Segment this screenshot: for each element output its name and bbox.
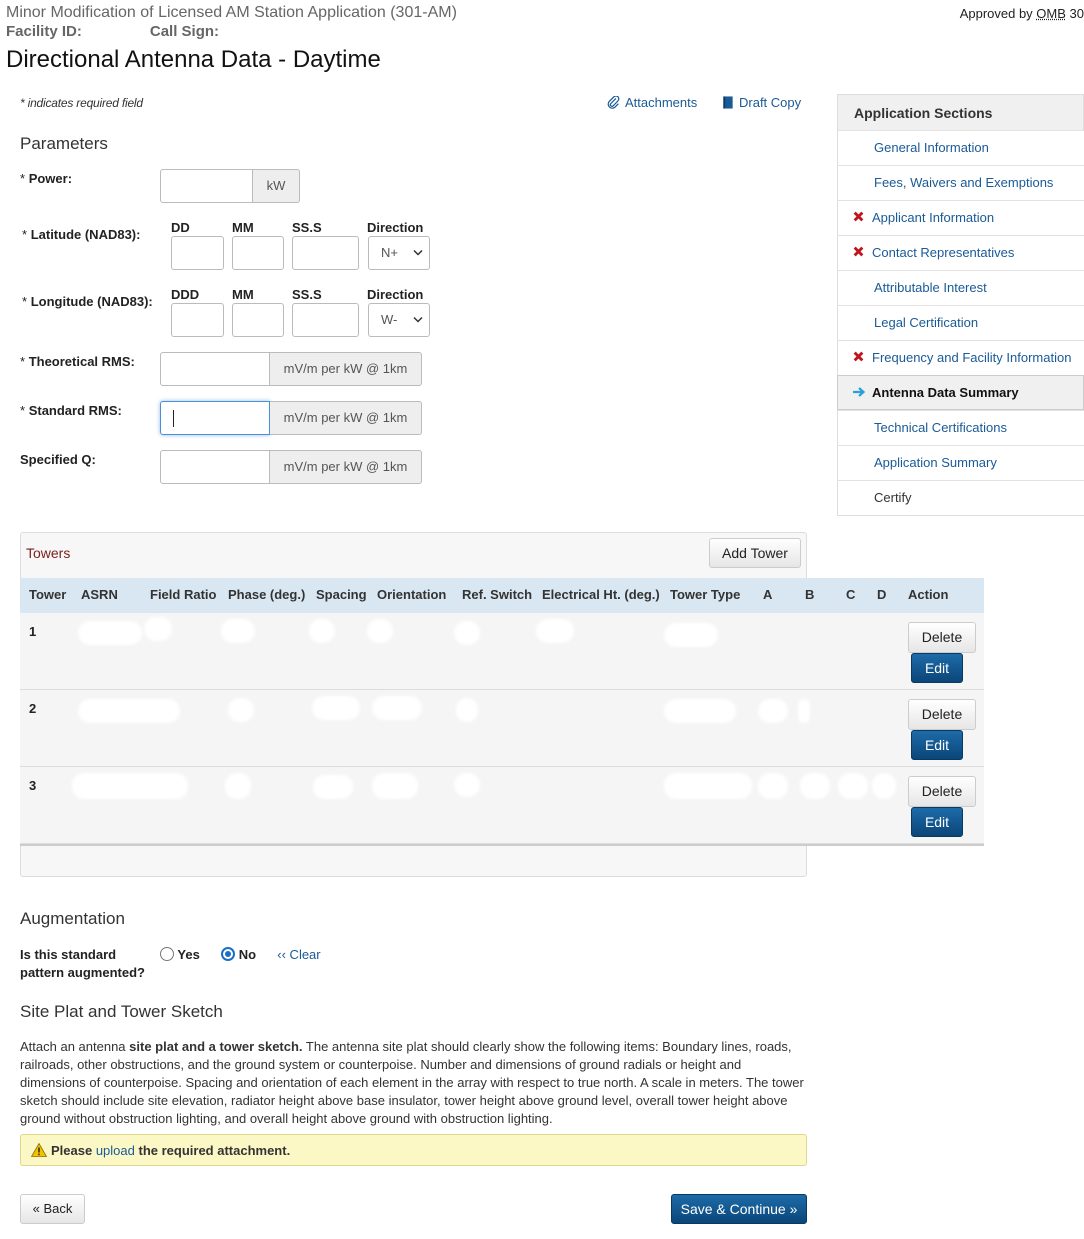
facility-id-label: Facility ID: <box>6 23 82 40</box>
redacted-orientation <box>372 696 422 720</box>
sidebar-item-label: Contact Representatives <box>872 245 1015 260</box>
col-phase <box>228 587 305 602</box>
call-sign-label: Call Sign: <box>149 23 220 40</box>
sidebar-item-label: Fees, Waivers and Exemptions <box>874 175 1054 190</box>
redacted-phase <box>228 698 254 722</box>
redacted-tower-type <box>664 623 718 647</box>
redacted-asrn <box>78 699 180 723</box>
sidebar-item-application-summary[interactable] <box>837 445 1084 480</box>
redacted-a <box>758 699 788 723</box>
col-phase-label: Phase (deg.) <box>228 587 306 602</box>
required-star: * <box>22 227 28 242</box>
redacted-phase <box>221 619 255 643</box>
add-tower-button[interactable]: Add Tower <box>709 538 801 568</box>
required-note: * indicates required field <box>20 96 143 110</box>
back-button[interactable]: « Back <box>20 1194 85 1224</box>
chevron-down-icon <box>413 316 423 324</box>
redacted-spacing <box>312 696 360 720</box>
sidebar-item-legal-certification[interactable] <box>837 305 1084 340</box>
redacted-orientation <box>372 773 418 799</box>
augmentation-question: Is this standard pattern augmented? <box>20 947 145 980</box>
redacted-ref-switch <box>456 698 478 722</box>
latitude-label-text: Latitude (NAD83): <box>30 227 141 242</box>
tower-number: 1 <box>29 624 37 639</box>
lat-direction-value: N+ <box>381 245 398 260</box>
site-plat-instructions <box>20 1038 810 1128</box>
table-row <box>20 767 984 844</box>
sidebar-item-attributable-interest[interactable] <box>837 270 1084 305</box>
col-action: Action <box>908 587 949 602</box>
warning-prefix: Please <box>51 1143 96 1158</box>
sidebar-item-label: Applicant Information <box>872 210 995 225</box>
col-ref-switch: Ref. Switch <box>462 587 533 602</box>
approval-suffix: 30 <box>1065 6 1084 21</box>
redacted-orientation <box>367 619 393 643</box>
latitude-label <box>22 227 140 242</box>
redacted-phase <box>225 773 251 799</box>
instructions-body: The antenna site plat should clearly show the following items: Boundary lines, roads, railroads, other obstructions, and the ground system or counterpoise. Number and dimensions of ground radials or height and dimensions of counterpoise. Spacing and orientation of each element in the array with respect to true north. A scale in meters. The tower sketch should include site elevation, radiator height above base insulator, tower height above ground level, overall tower height above ground without obstruction lighting, and overall height above ground with obstruction lighting. <box>20 1039 804 1126</box>
delete-button[interactable]: Delete <box>908 699 976 730</box>
upload-link[interactable]: upload <box>95 1143 135 1158</box>
table-row <box>20 613 984 690</box>
col-tower-type: Tower Type <box>670 587 741 602</box>
sidebar-item-general-information[interactable] <box>837 130 1084 165</box>
specified-q-unit: mV/m per kW @ 1km <box>270 450 422 484</box>
augmentation-radio-group <box>160 947 321 962</box>
attachments-link[interactable] <box>607 95 697 110</box>
paperclip-icon <box>607 96 620 109</box>
lon-ddd-input[interactable] <box>171 303 224 337</box>
redacted-asrn <box>72 773 188 799</box>
edit-button[interactable]: Edit <box>911 653 963 683</box>
sidebar-heading: Application Sections <box>837 94 1084 130</box>
standard-rms-input[interactable] <box>160 401 270 435</box>
redacted-asrn <box>78 621 142 645</box>
specified-q-label: Specified Q: <box>20 452 96 467</box>
required-star: * <box>20 403 26 418</box>
redacted-tower-type <box>664 773 752 799</box>
lat-mm-label: MM <box>232 220 254 235</box>
delete-button[interactable]: Delete <box>908 776 976 807</box>
lon-ss-label: SS.S <box>292 287 322 302</box>
save-continue-button[interactable]: Save & Continue » <box>671 1194 807 1224</box>
warning-suffix: the required attachment. <box>134 1143 291 1158</box>
redacted-b <box>800 773 830 799</box>
standard-rms-label-text: Standard RMS: <box>28 403 122 418</box>
redacted-electrical-ht <box>536 619 574 643</box>
col-electrical-ht: Electrical Ht. (deg.) <box>542 587 660 602</box>
sidebar-item-technical-certifications[interactable] <box>837 410 1084 445</box>
redacted-spacing <box>309 619 335 643</box>
sidebar-item-label: Certify <box>874 490 912 505</box>
col-orientation: Orientation <box>377 587 447 602</box>
redacted-spacing <box>313 775 353 799</box>
lat-ss-label: SS.S <box>292 220 322 235</box>
col-b: B <box>805 587 815 602</box>
sidebar-item-label: Antenna Data Summary <box>872 385 1019 400</box>
sidebar-item-label: Attributable Interest <box>874 280 987 295</box>
sidebar-item-label: Technical Certifications <box>874 420 1007 435</box>
redacted-field-ratio <box>144 617 172 641</box>
omb-approval <box>960 6 1084 21</box>
required-star: * <box>20 171 26 186</box>
redacted-b <box>798 699 810 723</box>
table-row <box>20 690 984 767</box>
sidebar-item-certify[interactable] <box>837 480 1084 515</box>
col-field-ratio: Field Ratio <box>150 587 217 602</box>
specified-q-input[interactable] <box>160 450 270 484</box>
form-title: Minor Modification of Licensed AM Station Application (301-AM) <box>6 4 457 21</box>
redacted-tower-type <box>664 699 736 723</box>
col-d: D <box>877 587 887 602</box>
upload-warning <box>20 1134 807 1166</box>
sidebar-item-fees-waivers[interactable] <box>837 165 1084 200</box>
redacted-ref-switch <box>454 621 480 645</box>
facility-row <box>6 23 287 40</box>
tower-number: 3 <box>29 778 37 793</box>
lon-mm-input[interactable] <box>232 303 284 337</box>
sidebar-divider <box>837 515 1084 516</box>
sidebar-item-frequency-facility[interactable] <box>837 340 1084 375</box>
table-bottom-border <box>20 844 984 846</box>
col-c: C <box>846 587 856 602</box>
lon-direction-select[interactable] <box>368 303 430 337</box>
lon-ddd-label: DDD <box>171 287 200 302</box>
sidebar-item-label: General Information <box>874 140 989 155</box>
col-spacing: Spacing <box>316 587 367 602</box>
instructions-bold: site plat and a tower sketch. <box>129 1039 303 1054</box>
col-asrn: ASRN <box>81 587 118 602</box>
lat-dd-input[interactable] <box>171 236 224 270</box>
redacted-ref-switch <box>454 773 480 797</box>
longitude-label-text: Longitude (NAD83): <box>30 294 153 309</box>
clear-link[interactable]: ‹‹ Clear <box>277 947 321 962</box>
theoretical-rms-label <box>20 354 135 369</box>
sidebar-item-applicant-information[interactable] <box>837 200 1084 235</box>
lat-ss-input[interactable] <box>292 236 359 270</box>
lat-direction-select[interactable] <box>368 236 430 270</box>
sidebar-item-antenna-data-summary[interactable] <box>837 375 1084 410</box>
sidebar-item-label: Application Summary <box>874 455 997 470</box>
lat-mm-input[interactable] <box>232 236 284 270</box>
instructions-intro: Attach an antenna <box>20 1039 130 1054</box>
lat-dd-label: DD <box>171 220 190 235</box>
radio-no-label: No <box>238 947 257 962</box>
towers-table-header <box>20 578 984 613</box>
power-label <box>20 171 72 186</box>
error-x-icon <box>853 201 864 235</box>
approval-prefix: Approved by <box>959 6 1037 21</box>
error-x-icon <box>853 236 864 270</box>
site-plat-heading: Site Plat and Tower Sketch <box>20 1002 223 1021</box>
theoretical-rms-input[interactable] <box>160 352 270 386</box>
lon-ss-input[interactable] <box>292 303 359 337</box>
standard-rms-unit: mV/m per kW @ 1km <box>270 401 422 435</box>
theoretical-rms-label-text: Theoretical RMS: <box>28 354 135 369</box>
power-input[interactable] <box>160 169 253 203</box>
draft-copy-label: Draft Copy <box>739 95 802 110</box>
sidebar-item-label: Legal Certification <box>874 315 979 330</box>
redacted-a <box>758 773 788 799</box>
arrow-right-icon <box>853 376 866 410</box>
application-sections-sidebar <box>837 94 1084 516</box>
edit-button[interactable]: Edit <box>911 807 963 837</box>
radio-yes[interactable] <box>160 947 174 961</box>
required-star: * <box>22 294 28 309</box>
radio-yes-label: Yes <box>177 947 200 962</box>
draft-copy-link[interactable] <box>722 95 801 110</box>
lon-mm-label: MM <box>232 287 254 302</box>
towers-title: Towers <box>26 545 71 561</box>
augmentation-heading: Augmentation <box>20 909 125 928</box>
book-icon <box>722 96 734 109</box>
omb-abbr: OMB <box>1036 6 1066 21</box>
sidebar-item-label: Frequency and Facility Information <box>872 350 1072 365</box>
power-unit: kW <box>253 169 300 203</box>
chevron-down-icon <box>413 249 423 257</box>
page-title: Directional Antenna Data - Daytime <box>6 46 381 73</box>
edit-button[interactable]: Edit <box>911 730 963 760</box>
sidebar-item-contact-representatives[interactable] <box>837 235 1084 270</box>
lon-direction-value: W- <box>381 312 398 327</box>
standard-rms-label <box>20 403 122 418</box>
lon-direction-label: Direction <box>367 287 424 302</box>
redacted-d <box>872 773 896 799</box>
required-star: * <box>20 354 26 369</box>
theoretical-rms-unit: mV/m per kW @ 1km <box>270 352 422 386</box>
radio-no[interactable] <box>221 947 235 961</box>
redacted-c <box>838 773 868 799</box>
lat-direction-label: Direction <box>367 220 424 235</box>
tower-number: 2 <box>29 701 37 716</box>
power-label-text: Power: <box>28 171 73 186</box>
col-tower: Tower <box>29 587 67 602</box>
longitude-label <box>22 294 153 309</box>
parameters-heading: Parameters <box>20 134 108 153</box>
attachments-label: Attachments <box>625 95 698 110</box>
col-a: A <box>763 587 773 602</box>
warning-icon <box>31 1143 47 1157</box>
error-x-icon <box>853 341 864 375</box>
delete-button[interactable]: Delete <box>908 622 976 653</box>
